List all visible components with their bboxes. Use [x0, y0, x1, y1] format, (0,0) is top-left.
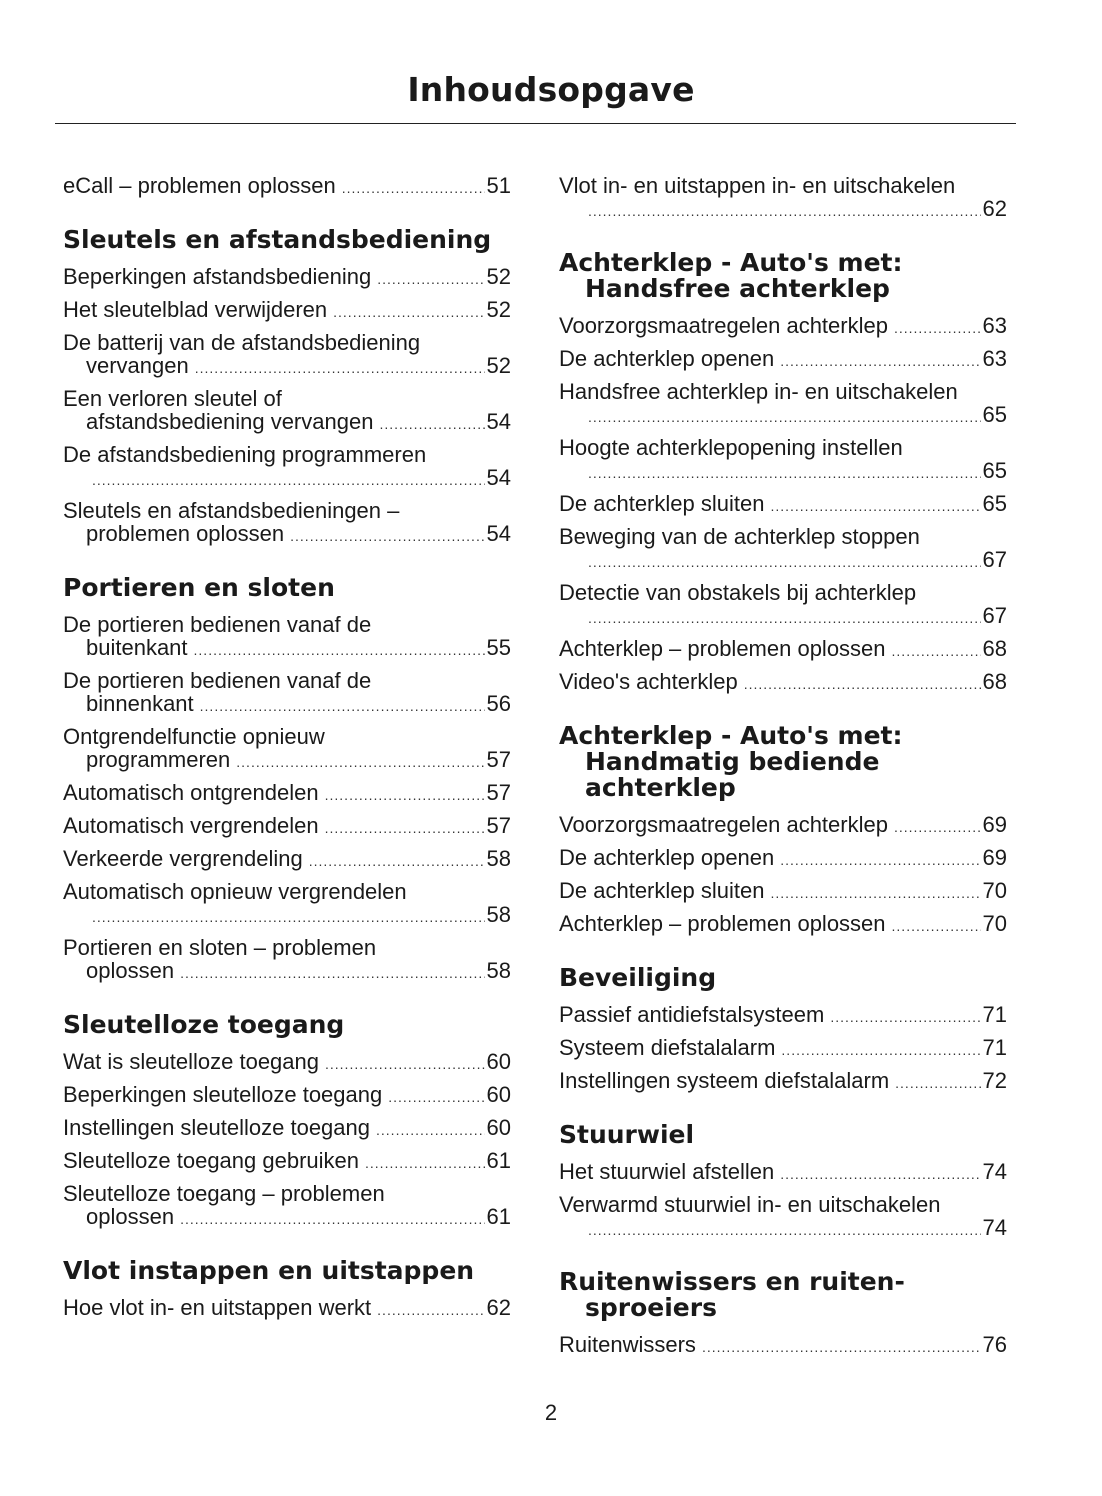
toc-entry-title: Achterklep – problemen oplossen: [559, 635, 886, 661]
toc-dot-leader: [895, 1072, 980, 1095]
toc-entry[interactable]: [559, 310, 1007, 343]
toc-page-number: 60: [486, 1048, 511, 1074]
toc-entry-title: Systeem diefstalalarm: [559, 1034, 776, 1060]
toc-page-number: 63: [982, 312, 1007, 338]
toc-entry-title: De portieren bedienen vanaf de: [63, 667, 372, 693]
toc-entry[interactable]: [63, 327, 511, 383]
toc-entry-title: Detectie van obstakels bij achterklep: [559, 579, 917, 605]
toc-entry-title: Automatisch opnieuw vergrendelen: [63, 878, 407, 904]
toc-dot-leader: [290, 525, 484, 548]
toc-entry[interactable]: [63, 721, 511, 777]
toc-entry-title: De achterklep openen: [559, 844, 775, 870]
toc-entry[interactable]: [63, 932, 511, 988]
toc-entry-line: [63, 522, 511, 548]
toc-dot-leader: [780, 350, 980, 373]
toc-page-number: 71: [982, 1001, 1007, 1027]
toc-entry[interactable]: [559, 666, 1007, 699]
toc-entry[interactable]: [63, 261, 511, 294]
toc-page-number: 58: [486, 845, 511, 871]
toc-entry-title: Instellingen systeem diefstalalarm: [559, 1067, 890, 1093]
toc-entry-title: De achterklep openen: [559, 345, 775, 371]
toc-entry-line: [63, 748, 511, 774]
toc-entry-line: [559, 846, 1007, 872]
toc-dot-leader: [588, 200, 981, 223]
toc-dot-leader: [200, 695, 485, 718]
toc-entry-title: De achterklep sluiten: [559, 490, 765, 516]
toc-section-heading: Vlot instappen en uitstappen: [63, 1256, 475, 1285]
toc-page-number: 65: [982, 490, 1007, 516]
toc-page-number: 62: [486, 1294, 511, 1320]
toc-page-number: 57: [486, 812, 511, 838]
toc-dot-leader: [379, 413, 484, 436]
toc-entry-title: Beperkingen afstandsbediening: [63, 263, 372, 289]
toc-entry[interactable]: [63, 1145, 511, 1178]
toc-entry-line: [63, 692, 511, 718]
toc-section-heading: Sleutelloze toegang: [63, 1010, 345, 1039]
toc-dot-leader: [830, 1006, 980, 1029]
toc-dot-leader: [342, 177, 485, 200]
toc-entry-title: Verkeerde vergrendeling: [63, 845, 303, 871]
toc-entry-title: De portieren bedienen vanaf de: [63, 611, 372, 637]
toc-entry[interactable]: [559, 432, 1007, 488]
toc-dot-leader: [180, 962, 484, 985]
toc-entry-title: Passief antidiefstalsysteem: [559, 1001, 825, 1027]
toc-dot-leader: [894, 816, 981, 839]
toc-dot-leader: [388, 1086, 484, 1109]
toc-entry-line: [63, 1205, 511, 1231]
toc-page-number: 54: [486, 520, 511, 546]
toc-dot-leader: [770, 882, 980, 905]
toc-dot-leader: [702, 1336, 981, 1359]
toc-entry[interactable]: [559, 999, 1007, 1032]
toc-entry-line: [559, 459, 1007, 485]
toc-dot-leader: [92, 469, 485, 492]
toc-section-heading: Portieren en sloten: [63, 573, 335, 602]
toc-entry[interactable]: [63, 876, 511, 932]
toc-entry-title: De achterklep sluiten: [559, 877, 765, 903]
toc-section-heading: Achterklep - Auto's met: Handsfree achterklep: [559, 248, 903, 303]
page-number: 2: [544, 1400, 558, 1425]
toc-dot-leader: [376, 1119, 485, 1142]
toc-entry-line: [63, 265, 511, 291]
toc-dot-leader: [195, 357, 485, 380]
toc-entry[interactable]: [559, 1189, 1007, 1245]
toc-entry-line: [559, 1216, 1007, 1242]
toc-entry[interactable]: [63, 170, 511, 203]
toc-page-number: 63: [982, 345, 1007, 371]
toc-entry-line: [559, 197, 1007, 223]
toc-entry-title: Wat is sleutelloze toegang: [63, 1048, 319, 1074]
toc-entry-line: [559, 813, 1007, 839]
toc-entry-line: [63, 781, 511, 807]
toc-page-number: 76: [982, 1331, 1007, 1357]
toc-dot-leader: [894, 317, 981, 340]
toc-entry-title: Video's achterklep: [559, 668, 738, 694]
toc-dot-leader: [588, 607, 981, 630]
toc-entry-line: [63, 466, 511, 492]
toc-entry-title: De afstandsbediening programmeren: [63, 441, 427, 467]
toc-dot-leader: [892, 915, 981, 938]
toc-entry-title: programmeren: [86, 746, 231, 772]
toc-entry[interactable]: [559, 875, 1007, 908]
toc-entry-line: [559, 1069, 1007, 1095]
toc-entry-title: Het sleutelblad verwijderen: [63, 296, 328, 322]
toc-entry[interactable]: [559, 1032, 1007, 1065]
toc-entry[interactable]: [559, 343, 1007, 376]
toc-page-number: 57: [486, 746, 511, 772]
toc-section-heading: Beveiliging: [559, 963, 717, 992]
toc-entry-title: Ruitenwissers: [559, 1331, 696, 1357]
toc-entry-line: [559, 604, 1007, 630]
toc-entry[interactable]: [559, 908, 1007, 941]
toc-page-number: 65: [982, 457, 1007, 483]
toc-dot-leader: [325, 784, 485, 807]
toc-entry-title: Automatisch ontgrendelen: [63, 779, 319, 805]
toc-entry-line: [63, 410, 511, 436]
toc-dot-leader: [194, 639, 485, 662]
toc-dot-leader: [780, 1163, 980, 1186]
toc-entry-title: Sleutels en afstandsbedieningen –: [63, 497, 400, 523]
toc-entry-title: Instellingen sleutelloze toegang: [63, 1114, 371, 1140]
toc-page-number: 72: [982, 1067, 1007, 1093]
toc-entry-line: [63, 354, 511, 380]
toc-page-number: 67: [982, 602, 1007, 628]
toc-entry-title: De batterij van de afstandsbediening: [63, 329, 421, 355]
toc-dot-leader: [377, 1299, 484, 1322]
toc-entry-line: [63, 814, 511, 840]
toc-page-number: 74: [982, 1214, 1007, 1240]
toc-entry-title: Hoogte achterklepopening instellen: [559, 434, 903, 460]
toc-entry[interactable]: [63, 777, 511, 810]
toc-entry-title: vervangen: [86, 352, 189, 378]
toc-entry-line: [63, 1083, 511, 1109]
toc-entry[interactable]: [63, 843, 511, 876]
toc-dot-leader: [588, 1219, 981, 1242]
toc-entry[interactable]: [559, 521, 1007, 577]
toc-entry-line: [559, 548, 1007, 574]
toc-column-right: [559, 170, 1007, 1362]
toc-dot-leader: [892, 640, 981, 663]
toc-page-number: 58: [486, 957, 511, 983]
toc-page-number: 65: [982, 401, 1007, 427]
toc-entry-title: buitenkant: [86, 634, 188, 660]
toc-entry-line: [63, 959, 511, 985]
toc-column-left: [63, 170, 511, 1325]
toc-entry-title: binnenkant: [86, 690, 194, 716]
toc-dot-leader: [780, 849, 980, 872]
toc-page-number: 56: [486, 690, 511, 716]
toc-dot-leader: [365, 1152, 485, 1175]
toc-entry-title: Voorzorgsmaatregelen achterklep: [559, 312, 888, 338]
toc-page-number: 54: [486, 464, 511, 490]
toc-entry-title: Beweging van de achterklep stoppen: [559, 523, 920, 549]
toc-entry-title: Voorzorgsmaatregelen achterklep: [559, 811, 888, 837]
toc-entry-line: [559, 670, 1007, 696]
toc-entry-title: Verwarmd stuurwiel in- en uitschakelen: [559, 1191, 941, 1217]
toc-dot-leader: [236, 751, 484, 774]
toc-entry-line: [559, 314, 1007, 340]
toc-entry-title: afstandsbediening vervangen: [86, 408, 374, 434]
toc-dot-leader: [180, 1208, 484, 1231]
toc-entry-title: Een verloren sleutel of: [63, 385, 282, 411]
toc-dot-leader: [333, 301, 484, 324]
toc-entry-title: Automatisch vergrendelen: [63, 812, 319, 838]
toc-entry-title: Het stuurwiel afstellen: [559, 1158, 775, 1184]
toc-entry[interactable]: [63, 439, 511, 495]
toc-page-number: 58: [486, 901, 511, 927]
toc-entry[interactable]: [559, 577, 1007, 633]
toc-entry-line: [559, 403, 1007, 429]
toc-entry-line: [63, 1116, 511, 1142]
toc-entry[interactable]: [559, 170, 1007, 226]
toc-page-number: 70: [982, 910, 1007, 936]
toc-entry[interactable]: [559, 1329, 1007, 1362]
toc-dot-leader: [325, 1053, 485, 1076]
toc-entry-title: Vlot in- en uitstappen in- en uitschakelen: [559, 172, 956, 198]
toc-entry-title: Handsfree achterklep in- en uitschakelen: [559, 378, 958, 404]
toc-entry[interactable]: [559, 488, 1007, 521]
toc-entry-line: [559, 912, 1007, 938]
toc-section-heading: Stuurwiel: [559, 1120, 695, 1149]
toc-entry-title: Beperkingen sleutelloze toegang: [63, 1081, 383, 1107]
toc-dot-leader: [377, 268, 484, 291]
toc-page-number: 60: [486, 1114, 511, 1140]
toc-entry-title: problemen oplossen: [86, 520, 285, 546]
toc-entry[interactable]: [63, 609, 511, 665]
toc-section-heading: Ruitenwissers en ruiten-sproeiers: [559, 1267, 905, 1322]
toc-dot-leader: [588, 406, 981, 429]
toc-entry-line: [63, 1296, 511, 1322]
toc-page-number: 68: [982, 668, 1007, 694]
toc-entry-line: [63, 636, 511, 662]
toc-dot-leader: [588, 462, 981, 485]
toc-dot-leader: [92, 906, 485, 929]
page-title: Inhoudsopgave: [407, 70, 695, 109]
toc-entry-line: [63, 1149, 511, 1175]
toc-page-number: 69: [982, 844, 1007, 870]
toc-entry[interactable]: [63, 495, 511, 551]
toc-page-number: 69: [982, 811, 1007, 837]
toc-dot-leader: [770, 495, 980, 518]
toc-entry-title: Hoe vlot in- en uitstappen werkt: [63, 1294, 372, 1320]
toc-dot-leader: [588, 551, 981, 574]
toc-entry-title: eCall – problemen oplossen: [63, 172, 336, 198]
toc-page-number: 62: [982, 195, 1007, 221]
toc-entry[interactable]: [63, 665, 511, 721]
toc-entry[interactable]: [63, 1046, 511, 1079]
toc-entry[interactable]: [63, 1079, 511, 1112]
toc-entry-line: [63, 847, 511, 873]
toc-page-number: 55: [486, 634, 511, 660]
toc-entry[interactable]: [63, 1112, 511, 1145]
toc-page-number: 54: [486, 408, 511, 434]
toc-entry-line: [559, 1160, 1007, 1186]
toc-entry-title: Sleutelloze toegang – problemen: [63, 1180, 385, 1206]
toc-entry-line: [63, 1050, 511, 1076]
toc-entry[interactable]: [63, 1178, 511, 1234]
toc-page-number: 71: [982, 1034, 1007, 1060]
toc-entry-title: oplossen: [86, 1203, 175, 1229]
toc-entry-title: Achterklep – problemen oplossen: [559, 910, 886, 936]
toc-entry[interactable]: [63, 1292, 511, 1325]
title-divider: [55, 123, 1016, 124]
toc-page-number: 68: [982, 635, 1007, 661]
toc-page-number: 52: [486, 352, 511, 378]
toc-entry-line: [559, 492, 1007, 518]
toc-entry[interactable]: [63, 810, 511, 843]
toc-entry-title: Portieren en sloten – problemen: [63, 934, 377, 960]
toc-entry-line: [559, 1003, 1007, 1029]
toc-page-number: 61: [486, 1203, 511, 1229]
toc-entry-line: [63, 298, 511, 324]
toc-page-number: 74: [982, 1158, 1007, 1184]
toc-entry-line: [559, 637, 1007, 663]
toc-dot-leader: [744, 673, 981, 696]
toc-page-number: 57: [486, 779, 511, 805]
toc-section-heading: Sleutels en afstandsbediening: [63, 225, 492, 254]
toc-page-number: 51: [486, 172, 511, 198]
toc-dot-leader: [309, 850, 485, 873]
toc-section-heading: Achterklep - Auto's met: Handmatig bediende achterklep: [559, 721, 903, 802]
toc-entry[interactable]: [63, 294, 511, 327]
toc-page-number: 70: [982, 877, 1007, 903]
toc-dot-leader: [325, 817, 485, 840]
toc-entry-line: [63, 903, 511, 929]
toc-entry-line: [559, 1036, 1007, 1062]
toc-page-number: 61: [486, 1147, 511, 1173]
toc-entry[interactable]: [559, 376, 1007, 432]
toc-dot-leader: [781, 1039, 980, 1062]
toc-entry[interactable]: [559, 842, 1007, 875]
toc-entry[interactable]: [559, 1065, 1007, 1098]
toc-entry-line: [63, 174, 511, 200]
toc-entry[interactable]: [559, 633, 1007, 666]
toc-entry-title: Sleutelloze toegang gebruiken: [63, 1147, 360, 1173]
toc-entry-title: oplossen: [86, 957, 175, 983]
toc-entry[interactable]: [63, 383, 511, 439]
toc-entry-title: Ontgrendelfunctie opnieuw: [63, 723, 325, 749]
toc-entry[interactable]: [559, 1156, 1007, 1189]
toc-entry-line: [559, 347, 1007, 373]
toc-entry[interactable]: [559, 809, 1007, 842]
toc-page-number: 52: [486, 263, 511, 289]
toc-page-number: 52: [486, 296, 511, 322]
toc-entry-line: [559, 1333, 1007, 1359]
toc-page-number: 60: [486, 1081, 511, 1107]
toc-page-number: 67: [982, 546, 1007, 572]
toc-entry-line: [559, 879, 1007, 905]
